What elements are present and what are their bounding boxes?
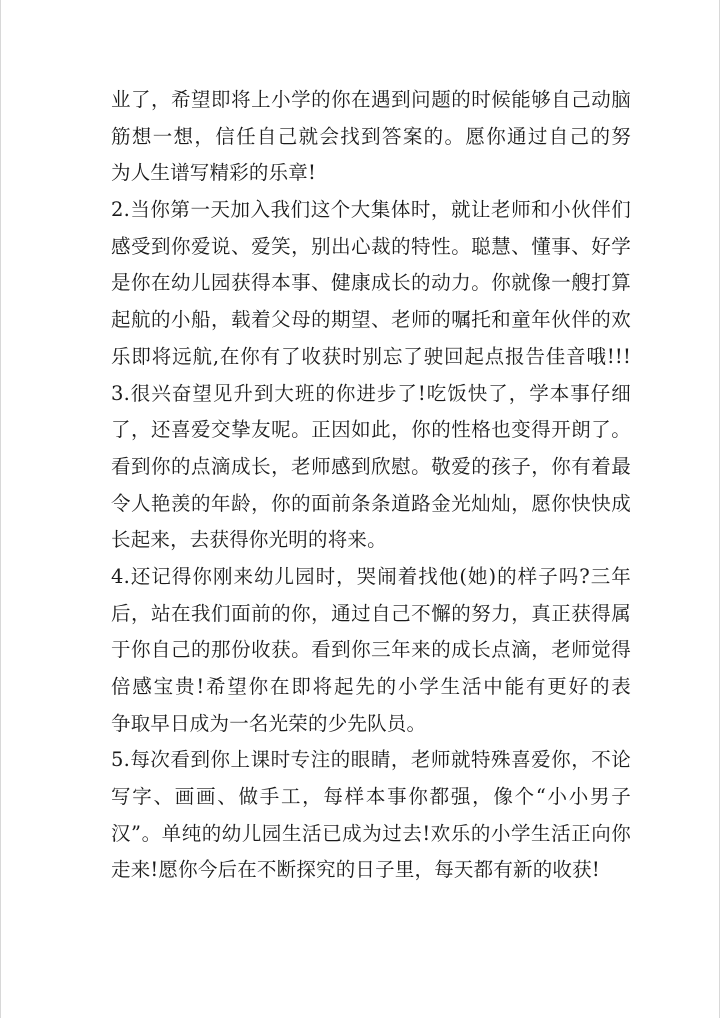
text-line: 2.当你第一天加入我们这个大集体时，就让老师和小伙伴们	[111, 198, 631, 222]
text-line: 为人生谱写精彩的乐章!	[111, 161, 317, 185]
text-line: 了，还喜爱交挚友呢。正因如此，你的性格也变得开朗了。	[111, 418, 631, 442]
text-line: 令人艳羡的年龄，你的面前条条道路金光灿灿，愿你快快成	[111, 491, 631, 515]
text-line: 感受到你爱说、爱笑，别出心裁的特性。聪慧、懂事、好学	[111, 234, 631, 258]
text-line: 后，站在我们面前的你，通过自己不懈的努力，真正获得属	[111, 601, 631, 625]
text-line: 看到你的点滴成长，老师感到欣慰。敬爱的孩子，你有着最	[111, 454, 631, 478]
text-line: 3.很兴奋望见升到大班的你进步了!吃饭快了，学本事仔细	[111, 381, 631, 405]
text-line: 走来!愿你今后在不断探究的日子里，每天都有新的收获!	[111, 858, 600, 882]
text-line: 写字、画画、做手工，每样本事你都强，像个“小小男子	[111, 785, 631, 809]
text-line: 4.还记得你刚来幼儿园时，哭闹着找他(她)的样子吗?三年	[111, 564, 631, 588]
text-line: 于你自己的那份收获。看到你三年来的成长点滴，老师觉得	[111, 638, 631, 662]
text-line: 长起来，去获得你光明的将来。	[111, 528, 387, 552]
document-body	[111, 82, 631, 889]
text-line: 筋想一想，信任自己就会找到答案的。愿你通过自己的努	[111, 124, 631, 148]
text-line: 倍感宝贵!希望你在即将起先的小学生活中能有更好的表	[111, 675, 631, 698]
text-line: 汉”。单纯的幼儿园生活已成为过去!欢乐的小学生活正向你	[111, 821, 631, 845]
text-line: 争取早日成为一名光荣的少先队员。	[111, 711, 427, 735]
text-line: 业了，希望即将上小学的你在遇到问题的时候能够自己动脑	[111, 88, 631, 111]
text-line: 是你在幼儿园获得本事、健康成长的动力。你就像一艘打算	[111, 271, 631, 295]
text-line: 5.每次看到你上课时专注的眼睛，老师就特殊喜爱你，不论	[111, 748, 631, 772]
text-line: 乐即将远航,在你有了收获时别忘了驶回起点报告佳音哦!!!	[111, 344, 631, 368]
text-line: 起航的小船，载着父母的期望、老师的嘱托和童年伙伴的欢	[111, 308, 631, 332]
